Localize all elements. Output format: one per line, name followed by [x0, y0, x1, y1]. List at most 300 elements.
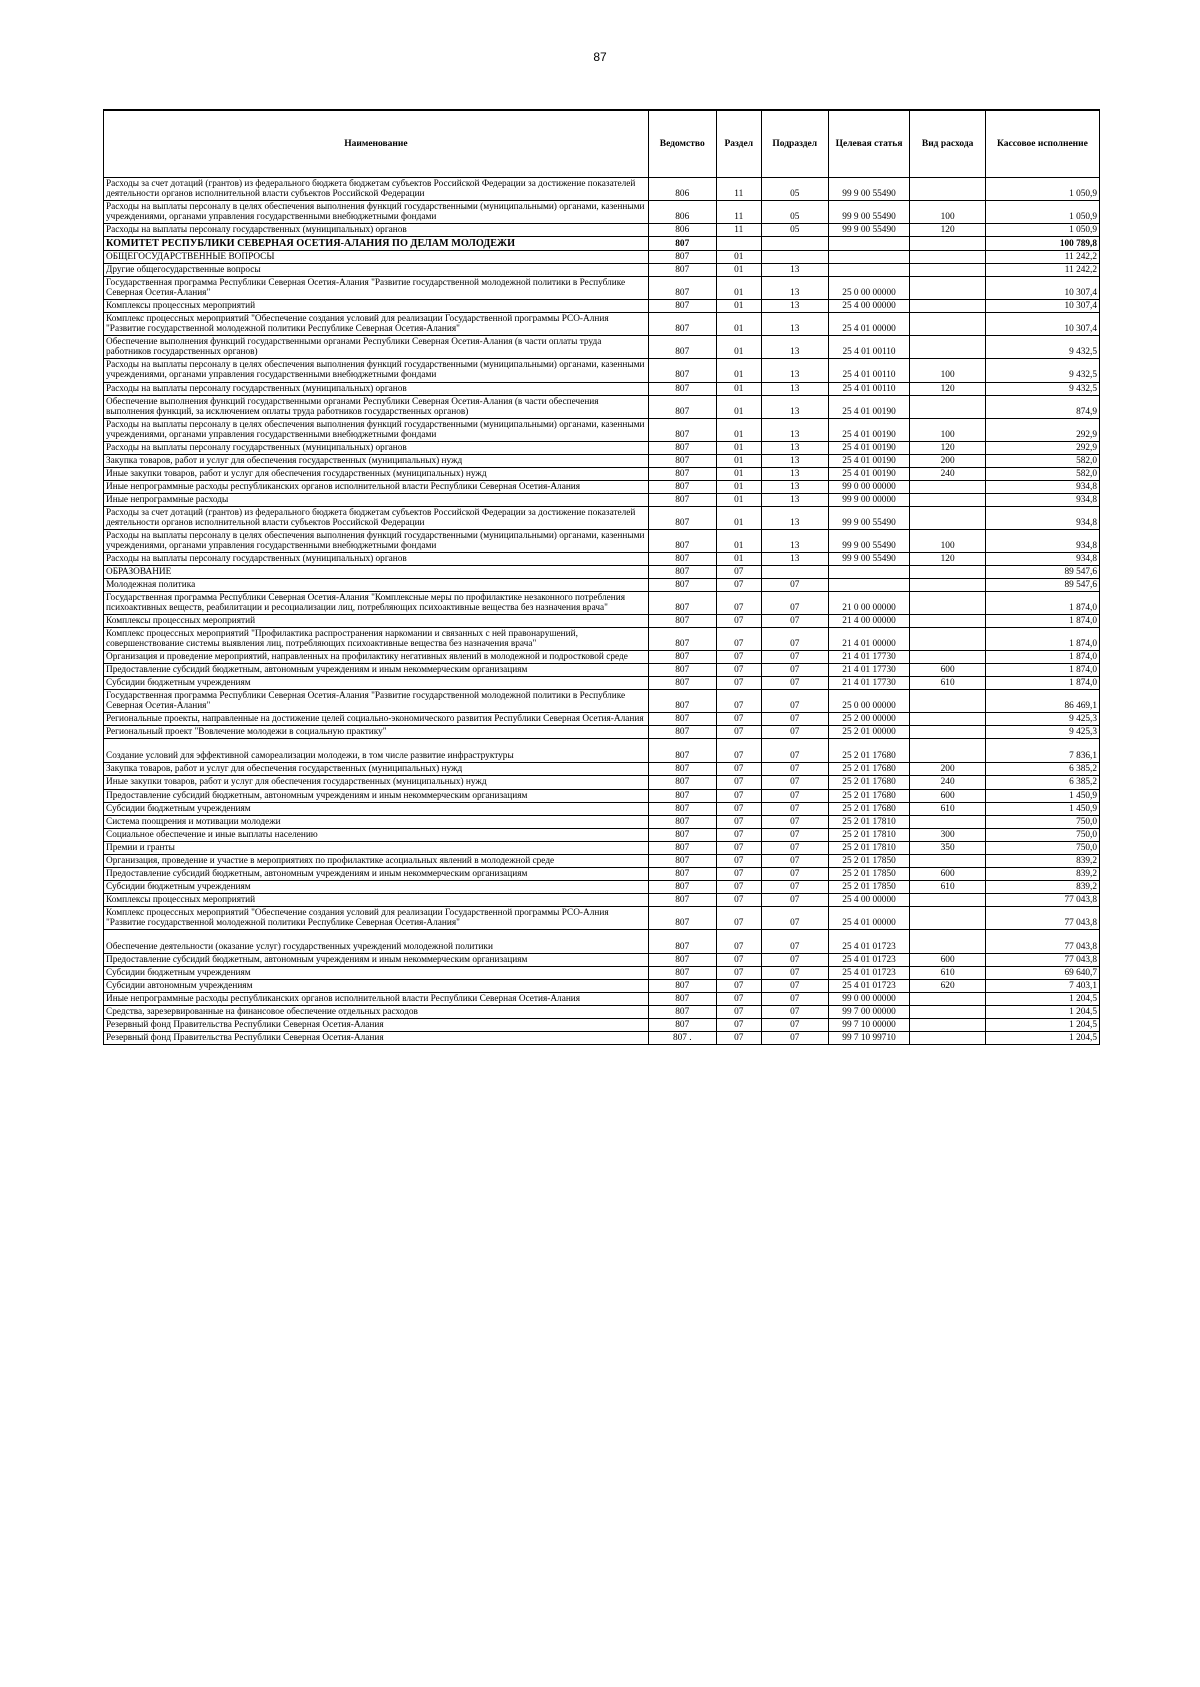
table-row	[104, 992, 1100, 1005]
cell-expense-type: 600	[910, 953, 985, 966]
cell-department: 807	[648, 493, 716, 506]
cell-execution: 1 874,0	[985, 677, 1099, 690]
cell-execution: 7 836,1	[985, 739, 1099, 763]
cell-execution: 100 789,8	[985, 237, 1099, 251]
cell-target-item: 25 4 01 00110	[828, 336, 910, 359]
cell-subsection: 07	[761, 739, 828, 763]
cell-target-item: 99 7 10 00000	[828, 1019, 910, 1032]
cell-target-item: 25 2 01 17810	[828, 828, 910, 841]
cell-department: 807	[648, 776, 716, 789]
cell-target-item: 99 7 00 00000	[828, 1006, 910, 1019]
table-row	[104, 763, 1100, 776]
cell-department: 807	[648, 815, 716, 828]
cell-department: 807	[648, 300, 716, 313]
cell-expense-type	[910, 739, 985, 763]
cell-department: 807	[648, 592, 716, 615]
table-row	[104, 1032, 1100, 1045]
table-row	[104, 776, 1100, 789]
cell-expense-type: 120	[910, 441, 985, 454]
cell-subsection: 07	[761, 713, 828, 726]
table-row	[104, 237, 1100, 251]
cell-section: 07	[716, 1006, 761, 1019]
cell-department: 807	[648, 336, 716, 359]
cell-execution: 6 385,2	[985, 763, 1099, 776]
cell-subsection: 07	[761, 966, 828, 979]
table-row	[104, 713, 1100, 726]
cell-subsection: 07	[761, 789, 828, 802]
cell-expense-type	[910, 395, 985, 418]
cell-subsection: 13	[761, 300, 828, 313]
cell-name: Субсидии бюджетным учреждениям	[104, 802, 649, 815]
cell-section: 07	[716, 628, 761, 651]
cell-execution: 839,2	[985, 854, 1099, 867]
cell-execution: 1 050,9	[985, 201, 1099, 224]
cell-department: 807	[648, 953, 716, 966]
cell-target-item: 25 4 01 00190	[828, 395, 910, 418]
cell-section: 11	[716, 224, 761, 237]
table-row	[104, 664, 1100, 677]
cell-target-item: 25 4 01 00110	[828, 359, 910, 382]
table-row	[104, 277, 1100, 300]
cell-expense-type	[910, 726, 985, 739]
cell-target-item: 25 4 01 00190	[828, 418, 910, 441]
cell-section	[716, 237, 761, 251]
cell-subsection: 07	[761, 828, 828, 841]
cell-target-item: 21 4 01 17730	[828, 664, 910, 677]
cell-subsection: 07	[761, 1006, 828, 1019]
cell-target-item: 21 4 00 00000	[828, 615, 910, 628]
cell-expense-type	[910, 565, 985, 578]
table-row	[104, 615, 1100, 628]
cell-expense-type	[910, 300, 985, 313]
cell-expense-type	[910, 690, 985, 713]
cell-department: 807	[648, 277, 716, 300]
cell-section: 01	[716, 382, 761, 395]
cell-section: 07	[716, 966, 761, 979]
cell-section: 01	[716, 359, 761, 382]
cell-target-item: 25 4 01 01723	[828, 953, 910, 966]
cell-execution: 11 242,2	[985, 251, 1099, 264]
cell-subsection: 07	[761, 726, 828, 739]
cell-expense-type: 610	[910, 802, 985, 815]
cell-expense-type: 610	[910, 880, 985, 893]
cell-target-item: 25 4 01 00190	[828, 441, 910, 454]
cell-execution: 9 432,5	[985, 359, 1099, 382]
cell-target-item: 25 2 01 17850	[828, 867, 910, 880]
cell-expense-type: 200	[910, 454, 985, 467]
table-row	[104, 867, 1100, 880]
cell-target-item: 99 9 00 00000	[828, 493, 910, 506]
table-row	[104, 802, 1100, 815]
cell-subsection: 07	[761, 1019, 828, 1032]
cell-name: Расходы за счет дотаций (грантов) из федерального бюджета бюджетам субъектов Российской Федерации за достижение показателей деятельности органов исполнительной власти субъектов Российской Федерации	[104, 506, 649, 529]
cell-section: 01	[716, 493, 761, 506]
cell-name: Предоставление субсидий бюджетным, автономным учреждениям и иным некоммерческим организациям	[104, 789, 649, 802]
cell-subsection: 07	[761, 992, 828, 1005]
cell-target-item: 25 2 01 17810	[828, 815, 910, 828]
header-department: Ведомство	[648, 110, 716, 178]
cell-section: 11	[716, 201, 761, 224]
cell-execution: 874,9	[985, 395, 1099, 418]
cell-execution: 7 403,1	[985, 979, 1099, 992]
cell-name: Социальное обеспечение и иные выплаты населению	[104, 828, 649, 841]
cell-expense-type: 120	[910, 552, 985, 565]
cell-name: Организация и проведение мероприятий, направленных на профилактику негативных явлений в молодежной и подростковой среде	[104, 651, 649, 664]
cell-subsection: 13	[761, 313, 828, 336]
cell-expense-type	[910, 579, 985, 592]
cell-section: 07	[716, 615, 761, 628]
cell-department: 807	[648, 615, 716, 628]
cell-name: Расходы на выплаты персоналу в целях обеспечения выполнения функций государственными (муниципальными) органами, казенными учреждениями, органами управления государственными внебюджетными фондами	[104, 201, 649, 224]
cell-expense-type: 600	[910, 867, 985, 880]
cell-target-item: 21 0 00 00000	[828, 592, 910, 615]
cell-execution: 77 043,8	[985, 893, 1099, 906]
table-row	[104, 529, 1100, 552]
cell-expense-type	[910, 277, 985, 300]
cell-target-item: 25 2 01 17680	[828, 776, 910, 789]
cell-target-item: 99 0 00 00000	[828, 992, 910, 1005]
cell-target-item	[828, 565, 910, 578]
cell-execution: 292,9	[985, 418, 1099, 441]
cell-section: 01	[716, 395, 761, 418]
table-row	[104, 880, 1100, 893]
cell-execution: 77 043,8	[985, 906, 1099, 929]
table-row	[104, 690, 1100, 713]
cell-target-item: 25 2 01 17680	[828, 789, 910, 802]
cell-target-item: 25 4 01 00000	[828, 313, 910, 336]
cell-department: 807	[648, 579, 716, 592]
cell-target-item: 25 2 01 17850	[828, 880, 910, 893]
cell-department: 807	[648, 506, 716, 529]
cell-name: Комплексы процессных мероприятий	[104, 615, 649, 628]
cell-execution: 292,9	[985, 441, 1099, 454]
cell-subsection: 05	[761, 224, 828, 237]
cell-expense-type: 120	[910, 382, 985, 395]
cell-section: 01	[716, 336, 761, 359]
cell-target-item: 25 2 01 17680	[828, 739, 910, 763]
table-row	[104, 454, 1100, 467]
cell-section: 07	[716, 992, 761, 1005]
cell-department: 807	[648, 264, 716, 277]
cell-subsection: 07	[761, 592, 828, 615]
cell-subsection: 07	[761, 802, 828, 815]
cell-name: Государственная программа Республики Северная Осетия-Алания "Развитие государственной молодежной политики в Республике Северная Осетия-Алания"	[104, 277, 649, 300]
cell-section: 07	[716, 979, 761, 992]
cell-expense-type	[910, 815, 985, 828]
cell-department: 807	[648, 992, 716, 1005]
cell-department: 807	[648, 854, 716, 867]
table-row	[104, 441, 1100, 454]
cell-name: ОБЩЕГОСУДАРСТВЕННЫЕ ВОПРОСЫ	[104, 251, 649, 264]
table-row	[104, 726, 1100, 739]
cell-expense-type	[910, 313, 985, 336]
cell-subsection: 07	[761, 677, 828, 690]
cell-department: 807	[648, 802, 716, 815]
cell-name: Премии и гранты	[104, 841, 649, 854]
header-subsection: Подраздел	[761, 110, 828, 178]
cell-target-item: 25 2 01 17680	[828, 763, 910, 776]
cell-expense-type	[910, 251, 985, 264]
table-row	[104, 418, 1100, 441]
cell-subsection: 07	[761, 763, 828, 776]
cell-execution: 582,0	[985, 454, 1099, 467]
cell-section: 07	[716, 664, 761, 677]
cell-execution: 89 547,6	[985, 579, 1099, 592]
cell-target-item: 99 9 00 55490	[828, 201, 910, 224]
cell-name: Комплекс процессных мероприятий "Профилактика распространения наркомании и связанных с ней правонарушений, совершенствование системы выявления лиц, потребляющих психоактивные вещества без назначения врача"	[104, 628, 649, 651]
cell-name: Расходы на выплаты персоналу государственных (муниципальных) органов	[104, 382, 649, 395]
table-row	[104, 815, 1100, 828]
cell-name: Комплексы процессных мероприятий	[104, 300, 649, 313]
cell-name: Иные закупки товаров, работ и услуг для обеспечения государственных (муниципальных) нужд	[104, 467, 649, 480]
cell-subsection: 13	[761, 277, 828, 300]
cell-section: 01	[716, 251, 761, 264]
cell-expense-type: 620	[910, 979, 985, 992]
cell-expense-type	[910, 237, 985, 251]
table-row	[104, 966, 1100, 979]
cell-expense-type: 610	[910, 677, 985, 690]
cell-expense-type	[910, 336, 985, 359]
cell-department: 807	[648, 789, 716, 802]
table-row	[104, 592, 1100, 615]
cell-section: 07	[716, 651, 761, 664]
cell-target-item: 25 4 01 00000	[828, 906, 910, 929]
header-target-item: Целевая статья	[828, 110, 910, 178]
cell-section: 01	[716, 300, 761, 313]
cell-target-item: 25 4 00 00000	[828, 893, 910, 906]
cell-subsection: 13	[761, 454, 828, 467]
cell-name: Создание условий для эффективной самореализации молодежи, в том числе развитие инфраструктуры	[104, 739, 649, 763]
cell-subsection: 13	[761, 506, 828, 529]
cell-department: 807	[648, 651, 716, 664]
cell-section: 07	[716, 815, 761, 828]
cell-subsection: 07	[761, 893, 828, 906]
cell-execution: 9 432,5	[985, 336, 1099, 359]
cell-execution: 9 425,3	[985, 726, 1099, 739]
cell-expense-type	[910, 893, 985, 906]
cell-execution: 1 874,0	[985, 592, 1099, 615]
cell-target-item: 25 4 01 01723	[828, 929, 910, 953]
table-row	[104, 929, 1100, 953]
cell-name: Расходы на выплаты персоналу государственных (муниципальных) органов	[104, 552, 649, 565]
cell-subsection: 05	[761, 178, 828, 201]
table-row	[104, 979, 1100, 992]
cell-execution: 1 050,9	[985, 224, 1099, 237]
cell-name: Иные непрограммные расходы республиканских органов исполнительной власти Республики Северная Осетия-Алания	[104, 480, 649, 493]
cell-department: 807	[648, 979, 716, 992]
cell-section: 01	[716, 441, 761, 454]
cell-name: Средства, зарезервированные на финансовое обеспечение отдельных расходов	[104, 1006, 649, 1019]
cell-execution: 934,8	[985, 493, 1099, 506]
cell-subsection: 13	[761, 480, 828, 493]
cell-name: Резервный фонд Правительства Республики Северная Осетия-Алания	[104, 1019, 649, 1032]
cell-expense-type	[910, 929, 985, 953]
cell-subsection: 05	[761, 201, 828, 224]
table-row	[104, 395, 1100, 418]
cell-target-item: 25 4 01 01723	[828, 979, 910, 992]
cell-name: Расходы за счет дотаций (грантов) из федерального бюджета бюджетам субъектов Российской Федерации за достижение показателей деятельности органов исполнительной власти субъектов Российской Федерации	[104, 178, 649, 201]
table-body	[104, 178, 1100, 1045]
cell-target-item: 21 4 01 17730	[828, 677, 910, 690]
cell-department: 807	[648, 529, 716, 552]
cell-name: Закупка товаров, работ и услуг для обеспечения государственных (муниципальных) нужд	[104, 763, 649, 776]
cell-target-item: 25 0 00 00000	[828, 690, 910, 713]
cell-section: 01	[716, 480, 761, 493]
cell-target-item: 25 0 00 00000	[828, 277, 910, 300]
cell-execution: 1 874,0	[985, 628, 1099, 651]
table-header-row	[104, 110, 1100, 178]
cell-section: 07	[716, 789, 761, 802]
cell-execution: 69 640,7	[985, 966, 1099, 979]
cell-subsection: 07	[761, 690, 828, 713]
cell-expense-type	[910, 854, 985, 867]
cell-expense-type: 100	[910, 359, 985, 382]
cell-subsection: 07	[761, 776, 828, 789]
cell-subsection: 07	[761, 1032, 828, 1045]
cell-target-item: 25 4 01 01723	[828, 966, 910, 979]
cell-department: 807	[648, 1006, 716, 1019]
cell-expense-type: 120	[910, 224, 985, 237]
cell-subsection: 13	[761, 395, 828, 418]
table-row	[104, 628, 1100, 651]
cell-execution: 77 043,8	[985, 953, 1099, 966]
cell-department: 807	[648, 739, 716, 763]
cell-target-item: 25 2 00 00000	[828, 713, 910, 726]
table-row	[104, 467, 1100, 480]
cell-department: 807	[648, 966, 716, 979]
cell-name: КОМИТЕТ РЕСПУБЛИКИ СЕВЕРНАЯ ОСЕТИЯ-АЛАНИЯ ПО ДЕЛАМ МОЛОДЕЖИ	[104, 237, 649, 251]
cell-expense-type	[910, 264, 985, 277]
cell-expense-type: 610	[910, 966, 985, 979]
table-row	[104, 201, 1100, 224]
cell-subsection: 13	[761, 529, 828, 552]
cell-execution: 934,8	[985, 552, 1099, 565]
cell-department: 807	[648, 467, 716, 480]
cell-name: Государственная программа Республики Северная Осетия-Алания "Комплексные меры по профилактике незаконного потребления психоактивных веществ, реабилитации и ресоциализации лиц, потребляющих психоактивные вещества без назначения врача"	[104, 592, 649, 615]
cell-target-item: 25 4 00 00000	[828, 300, 910, 313]
table-row	[104, 565, 1100, 578]
cell-execution: 934,8	[985, 529, 1099, 552]
cell-name: Резервный фонд Правительства Республики Северная Осетия-Алания	[104, 1032, 649, 1045]
cell-name: Предоставление субсидий бюджетным, автономным учреждениям и иным некоммерческим организациям	[104, 867, 649, 880]
cell-name: Иные непрограммные расходы	[104, 493, 649, 506]
cell-target-item: 25 2 01 17810	[828, 841, 910, 854]
cell-target-item: 99 9 00 55490	[828, 529, 910, 552]
cell-target-item	[828, 237, 910, 251]
cell-section: 01	[716, 552, 761, 565]
cell-name: Субсидии бюджетным учреждениям	[104, 966, 649, 979]
cell-subsection: 07	[761, 929, 828, 953]
cell-section: 07	[716, 677, 761, 690]
cell-target-item: 99 9 00 55490	[828, 178, 910, 201]
table-row	[104, 579, 1100, 592]
cell-department: 807	[648, 726, 716, 739]
cell-name: Комплекс процессных мероприятий "Обеспечение создания условий для реализации Государственной программы РСО-Алния "Развитие государственной молодежной политики Республике Северная Осетия-Алания"	[104, 906, 649, 929]
cell-department: 807	[648, 395, 716, 418]
cell-section: 07	[716, 592, 761, 615]
cell-department: 807	[648, 565, 716, 578]
cell-execution: 934,8	[985, 506, 1099, 529]
cell-execution: 750,0	[985, 815, 1099, 828]
table-row	[104, 382, 1100, 395]
cell-name: Субсидии бюджетным учреждениям	[104, 677, 649, 690]
cell-execution: 1 204,5	[985, 992, 1099, 1005]
cell-department: 807	[648, 251, 716, 264]
cell-section: 07	[716, 565, 761, 578]
cell-department: 807	[648, 359, 716, 382]
cell-name: Субсидии бюджетным учреждениям	[104, 880, 649, 893]
cell-name: Обеспечение деятельности (оказание услуг) государственных учреждений молодежной политики	[104, 929, 649, 953]
cell-execution: 750,0	[985, 841, 1099, 854]
cell-target-item: 99 9 00 55490	[828, 552, 910, 565]
cell-target-item: 25 4 01 00190	[828, 454, 910, 467]
cell-expense-type	[910, 493, 985, 506]
cell-target-item: 25 4 01 00190	[828, 467, 910, 480]
cell-name: Иные закупки товаров, работ и услуг для обеспечения государственных (муниципальных) нужд	[104, 776, 649, 789]
cell-expense-type: 350	[910, 841, 985, 854]
cell-department: 807	[648, 713, 716, 726]
cell-subsection: 07	[761, 628, 828, 651]
cell-expense-type	[910, 480, 985, 493]
cell-expense-type: 300	[910, 828, 985, 841]
cell-department: 807	[648, 690, 716, 713]
cell-name: Иные непрограммные расходы республиканских органов исполнительной власти Республики Северная Осетия-Алания	[104, 992, 649, 1005]
cell-department: 807	[648, 237, 716, 251]
cell-execution: 1 874,0	[985, 615, 1099, 628]
cell-subsection: 13	[761, 493, 828, 506]
cell-section: 01	[716, 529, 761, 552]
cell-expense-type	[910, 1019, 985, 1032]
cell-subsection: 13	[761, 382, 828, 395]
cell-target-item: 25 4 01 00110	[828, 382, 910, 395]
table-row	[104, 1019, 1100, 1032]
cell-name: Региональные проекты, направленные на достижение целей социально-экономического развития Республики Северная Осетия-Алания	[104, 713, 649, 726]
cell-department: 807	[648, 929, 716, 953]
cell-execution: 1 874,0	[985, 664, 1099, 677]
table-row	[104, 651, 1100, 664]
cell-section: 07	[716, 726, 761, 739]
cell-department: 807	[648, 552, 716, 565]
cell-subsection	[761, 251, 828, 264]
cell-target-item: 99 0 00 00000	[828, 480, 910, 493]
table-row	[104, 552, 1100, 565]
header-expense-type: Вид расхода	[910, 110, 985, 178]
cell-execution: 582,0	[985, 467, 1099, 480]
cell-execution: 86 469,1	[985, 690, 1099, 713]
cell-subsection: 13	[761, 264, 828, 277]
cell-name: Обеспечение выполнения функций государственными органами Республики Северная Осетия-Алания (в части оплаты труда работников государственных органов)	[104, 336, 649, 359]
cell-execution: 750,0	[985, 828, 1099, 841]
header-execution: Кассовое исполнение	[985, 110, 1099, 178]
cell-execution: 89 547,6	[985, 565, 1099, 578]
cell-subsection	[761, 565, 828, 578]
cell-expense-type	[910, 713, 985, 726]
cell-subsection: 07	[761, 615, 828, 628]
cell-execution: 10 307,4	[985, 277, 1099, 300]
cell-target-item: 99 9 00 55490	[828, 506, 910, 529]
table-row	[104, 953, 1100, 966]
cell-execution: 10 307,4	[985, 300, 1099, 313]
cell-name: Расходы на выплаты персоналу в целях обеспечения выполнения функций государственными (муниципальными) органами, казенными учреждениями, органами управления государственными внебюджетными фондами	[104, 418, 649, 441]
cell-subsection: 07	[761, 867, 828, 880]
page-number: 87	[593, 50, 607, 64]
cell-department: 807	[648, 893, 716, 906]
cell-section: 07	[716, 579, 761, 592]
table-row	[104, 828, 1100, 841]
cell-expense-type	[910, 506, 985, 529]
cell-subsection: 07	[761, 979, 828, 992]
cell-section: 01	[716, 277, 761, 300]
